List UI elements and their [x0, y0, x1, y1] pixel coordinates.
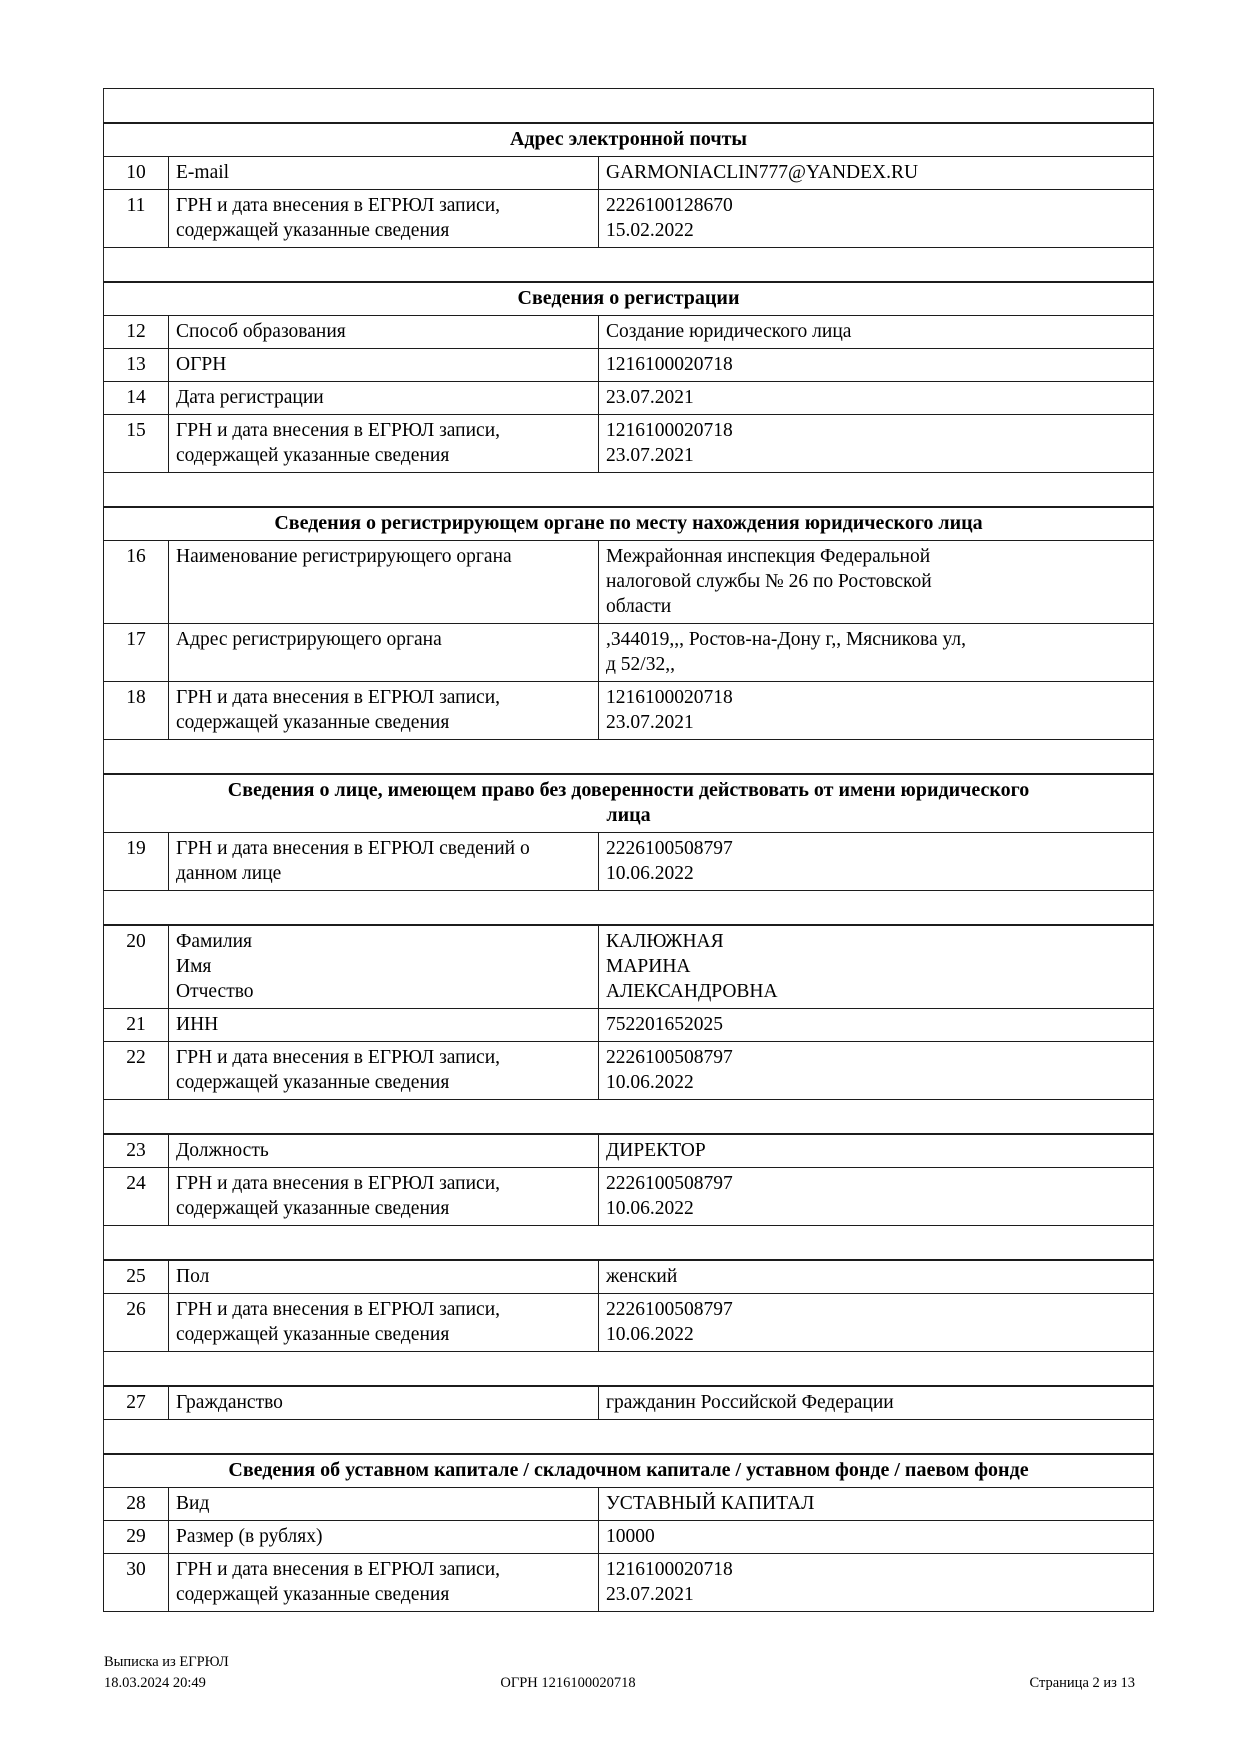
row-value	[599, 1488, 1154, 1521]
text-line: Наименование регистрирующего органа	[176, 546, 512, 567]
spacer-row	[104, 1226, 1154, 1261]
text-line: Сведения о регистрации	[517, 287, 740, 309]
text-line: 10.06.2022	[606, 863, 694, 884]
text-line: содержащей указанные сведения	[176, 1198, 450, 1219]
section-header	[104, 507, 1154, 541]
table-row	[104, 1294, 1154, 1352]
row-label	[169, 1521, 599, 1554]
text-line: 15.02.2022	[606, 220, 694, 241]
text-line: содержащей указанные сведения	[176, 445, 450, 466]
spacer-row	[104, 1420, 1154, 1455]
text-line: содержащей указанные сведения	[176, 1324, 450, 1345]
table-row	[104, 1521, 1154, 1554]
text-line: 23.07.2021	[606, 387, 694, 408]
text-line: Имя	[176, 956, 212, 977]
row-value	[599, 382, 1154, 415]
row-number: 11	[104, 190, 169, 248]
text-line: Пол	[176, 1266, 210, 1287]
text-line: Отчество	[176, 981, 254, 1002]
section-header-row	[104, 774, 1154, 833]
row-value	[599, 157, 1154, 190]
table-row	[104, 415, 1154, 473]
row-number: 22	[104, 1042, 169, 1100]
text-line: 23.07.2021	[606, 445, 694, 466]
spacer-row	[104, 891, 1154, 926]
text-line: ГРН и дата внесения в ЕГРЮЛ сведений о	[176, 838, 530, 859]
text-line: женский	[606, 1266, 678, 1287]
row-value	[599, 1521, 1154, 1554]
row-label	[169, 682, 599, 740]
row-label	[169, 1294, 599, 1352]
text-line: 752201652025	[606, 1014, 723, 1035]
text-line: Должность	[176, 1140, 269, 1161]
text-line: Сведения об уставном капитале / складочном капитале / уставном фонде / паевом фонде	[228, 1459, 1029, 1481]
spacer-cell	[104, 891, 1154, 926]
row-value	[599, 349, 1154, 382]
table-row	[104, 349, 1154, 382]
row-label	[169, 925, 599, 1009]
text-line: 10.06.2022	[606, 1198, 694, 1219]
row-number: 27	[104, 1386, 169, 1420]
spacer-cell	[104, 248, 1154, 283]
row-value	[599, 833, 1154, 891]
row-label	[169, 1009, 599, 1042]
row-label	[169, 1386, 599, 1420]
text-line: ДИРЕКТОР	[606, 1140, 706, 1161]
section-header	[104, 123, 1154, 157]
table-row	[104, 1042, 1154, 1100]
row-number: 24	[104, 1168, 169, 1226]
spacer-row	[104, 248, 1154, 283]
section-header-row	[104, 507, 1154, 541]
text-line: ГРН и дата внесения в ЕГРЮЛ записи,	[176, 1173, 501, 1194]
text-line: 1216100020718	[606, 1559, 733, 1580]
row-number: 17	[104, 624, 169, 682]
text-line: содержащей указанные сведения	[176, 1072, 450, 1093]
egrul-table-wrap	[103, 88, 1154, 1612]
text-line: ГРН и дата внесения в ЕГРЮЛ записи,	[176, 1299, 501, 1320]
text-line: АЛЕКСАНДРОВНА	[606, 981, 778, 1002]
text-line: 1216100020718	[606, 354, 733, 375]
text-line: 10.06.2022	[606, 1072, 694, 1093]
text-line: Вид	[176, 1493, 210, 1514]
row-number: 25	[104, 1260, 169, 1294]
row-value	[599, 190, 1154, 248]
row-label	[169, 349, 599, 382]
row-value	[599, 415, 1154, 473]
section-header-row	[104, 282, 1154, 316]
row-value	[599, 624, 1154, 682]
text-line: ГРН и дата внесения в ЕГРЮЛ записи,	[176, 1047, 501, 1068]
text-line: данном лице	[176, 863, 282, 884]
row-number: 19	[104, 833, 169, 891]
spacer-cell	[104, 1100, 1154, 1135]
text-line: Создание юридического лица	[606, 321, 852, 342]
row-value	[599, 1042, 1154, 1100]
spacer-cell	[104, 1420, 1154, 1455]
text-line: 2226100508797	[606, 1047, 733, 1068]
text-line: содержащей указанные сведения	[176, 712, 450, 733]
text-line: УСТАВНЫЙ КАПИТАЛ	[606, 1493, 815, 1514]
row-number: 21	[104, 1009, 169, 1042]
text-line: 23.07.2021	[606, 712, 694, 733]
row-value	[599, 1168, 1154, 1226]
text-line: 2226100508797	[606, 838, 733, 859]
table-row	[104, 1134, 1154, 1168]
table-row	[104, 382, 1154, 415]
section-header	[104, 282, 1154, 316]
section-header	[104, 774, 1154, 833]
row-label	[169, 1554, 599, 1612]
text-line: Способ образования	[176, 321, 346, 342]
row-label	[169, 833, 599, 891]
row-number: 10	[104, 157, 169, 190]
text-line: Адрес электронной почты	[509, 128, 748, 150]
spacer-cell	[104, 89, 1154, 124]
spacer-row	[104, 1100, 1154, 1135]
text-line: КАЛЮЖНАЯ	[606, 931, 724, 952]
text-line: Фамилия	[176, 931, 252, 952]
text-line: 2226100508797	[606, 1299, 733, 1320]
text-line: области	[606, 596, 672, 617]
row-label	[169, 157, 599, 190]
footer-page-number: Страница 2 из 13	[1029, 1675, 1135, 1691]
row-value	[599, 682, 1154, 740]
table-row	[104, 1554, 1154, 1612]
table-row	[104, 682, 1154, 740]
row-value	[599, 1260, 1154, 1294]
row-label	[169, 1134, 599, 1168]
text-line: Сведения о лице, имеющем право без доверенности действовать от имени юридического	[227, 779, 1030, 801]
spacer-cell	[104, 1352, 1154, 1387]
text-line: ГРН и дата внесения в ЕГРЮЛ записи,	[176, 1559, 501, 1580]
row-label	[169, 1168, 599, 1226]
row-label	[169, 316, 599, 349]
row-value	[599, 1554, 1154, 1612]
section-header	[104, 1454, 1154, 1488]
egrul-table-body	[104, 89, 1154, 1612]
text-line: 2226100508797	[606, 1173, 733, 1194]
row-number: 20	[104, 925, 169, 1009]
text-line: гражданин Российской Федерации	[606, 1392, 894, 1413]
row-value	[599, 1009, 1154, 1042]
row-number: 12	[104, 316, 169, 349]
text-line: содержащей указанные сведения	[176, 220, 450, 241]
spacer-row	[104, 1352, 1154, 1387]
table-row	[104, 925, 1154, 1009]
spacer-cell	[104, 473, 1154, 508]
table-row	[104, 190, 1154, 248]
text-line: Размер (в рублях)	[176, 1526, 323, 1547]
spacer-row	[104, 473, 1154, 508]
text-line: лица	[606, 804, 651, 826]
row-number: 15	[104, 415, 169, 473]
row-label	[169, 190, 599, 248]
spacer-cell	[104, 1226, 1154, 1261]
row-label	[169, 541, 599, 624]
spacer-row	[104, 740, 1154, 775]
text-line: Адрес регистрирующего органа	[176, 629, 442, 650]
table-row	[104, 541, 1154, 624]
text-line: ГРН и дата внесения в ЕГРЮЛ записи,	[176, 420, 501, 441]
text-line: ГРН и дата внесения в ЕГРЮЛ записи,	[176, 195, 501, 216]
section-header-row	[104, 123, 1154, 157]
table-row	[104, 1260, 1154, 1294]
footer-datetime: 18.03.2024 20:49	[104, 1675, 206, 1691]
text-line: МАРИНА	[606, 956, 691, 977]
text-line: содержащей указанные сведения	[176, 1584, 450, 1605]
row-number: 30	[104, 1554, 169, 1612]
spacer-cell	[104, 740, 1154, 775]
row-number: 18	[104, 682, 169, 740]
row-number: 29	[104, 1521, 169, 1554]
row-value	[599, 1134, 1154, 1168]
text-line: 1216100020718	[606, 420, 733, 441]
section-header-row	[104, 1454, 1154, 1488]
text-line: 1216100020718	[606, 687, 733, 708]
table-row	[104, 157, 1154, 190]
row-label	[169, 382, 599, 415]
row-number: 13	[104, 349, 169, 382]
row-value	[599, 541, 1154, 624]
text-line: 23.07.2021	[606, 1584, 694, 1605]
text-line: GARMONIACLIN777@YANDEX.RU	[606, 162, 919, 183]
text-line: Межрайонная инспекция Федеральной	[606, 546, 931, 567]
table-row	[104, 1009, 1154, 1042]
row-label	[169, 624, 599, 682]
text-line: ГРН и дата внесения в ЕГРЮЛ записи,	[176, 687, 501, 708]
row-number: 23	[104, 1134, 169, 1168]
row-value	[599, 316, 1154, 349]
text-line: E-mail	[176, 162, 230, 183]
text-line: ИНН	[176, 1014, 219, 1035]
footer-ogrn: ОГРН 1216100020718	[500, 1675, 636, 1691]
row-value	[599, 1294, 1154, 1352]
egrul-table	[103, 88, 1154, 1612]
text-line: налоговой службы № 26 по Ростовской	[606, 571, 932, 592]
row-number: 14	[104, 382, 169, 415]
row-value	[599, 925, 1154, 1009]
text-line: Сведения о регистрирующем органе по месту нахождения юридического лица	[274, 512, 983, 534]
table-row	[104, 1168, 1154, 1226]
row-label	[169, 415, 599, 473]
text-line: 2226100128670	[606, 195, 733, 216]
table-row	[104, 624, 1154, 682]
spacer-row	[104, 89, 1154, 124]
table-row	[104, 833, 1154, 891]
row-number: 28	[104, 1488, 169, 1521]
table-row	[104, 1488, 1154, 1521]
text-line: ,344019,,, Ростов-на-Дону г,, Мясникова ул,	[606, 629, 967, 650]
text-line: 10.06.2022	[606, 1324, 694, 1345]
table-row	[104, 1386, 1154, 1420]
text-line: ОГРН	[176, 354, 227, 375]
text-line: д 52/32,,	[606, 654, 675, 675]
row-value	[599, 1386, 1154, 1420]
row-number: 16	[104, 541, 169, 624]
row-label	[169, 1488, 599, 1521]
text-line: Гражданство	[176, 1392, 283, 1413]
table-row	[104, 316, 1154, 349]
text-line: Дата регистрации	[176, 387, 324, 408]
row-number: 26	[104, 1294, 169, 1352]
footer-doc-title: Выписка из ЕГРЮЛ	[104, 1654, 229, 1670]
text-line: 10000	[606, 1526, 655, 1547]
row-label	[169, 1260, 599, 1294]
row-label	[169, 1042, 599, 1100]
